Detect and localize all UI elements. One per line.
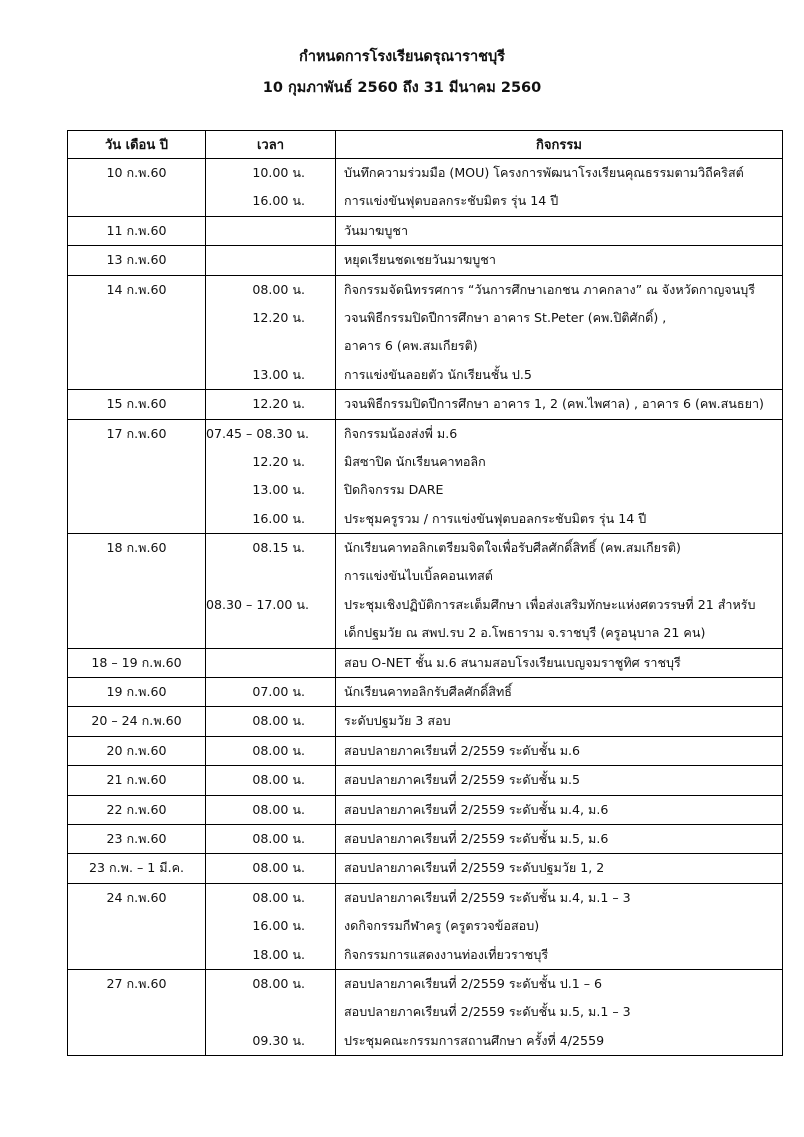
activity-text: ระดับปฐมวัย 3 สอบ: [344, 713, 451, 729]
time-text: [206, 998, 335, 1026]
date-cell: [68, 824, 206, 853]
activity-cell: [336, 736, 783, 765]
time-text: 08.00 น.: [252, 772, 305, 788]
table-row: [68, 275, 783, 390]
time-text: 12.20 น.: [252, 453, 305, 469]
time-text: [206, 246, 335, 274]
table-row: [68, 246, 783, 275]
time-text: 13.00 น.: [252, 482, 305, 498]
table-row: [68, 534, 783, 649]
header-date: วัน เดือน ปี: [68, 131, 206, 159]
document-subtitle: 10 กุมภาพันธ์ 2560 ถึง 31 มีนาคม 2560: [262, 80, 542, 96]
activity-cell: [336, 275, 783, 390]
date-cell: [68, 246, 206, 275]
date-cell: [68, 678, 206, 707]
date-text: 18 – 19 ก.พ.60: [91, 654, 182, 670]
date-cell: [68, 707, 206, 736]
activity-cell: [336, 854, 783, 883]
date-text: 18 ก.พ.60: [106, 540, 167, 556]
activity-text: ประชุมคณะกรรมการสถานศึกษา ครั้งที่ 4/2559: [344, 1032, 605, 1048]
activity-cell: [336, 883, 783, 969]
table-row: [68, 824, 783, 853]
header-activity: กิจกรรม: [336, 131, 783, 159]
date-text: 22 ก.พ.60: [106, 801, 167, 817]
activity-text: สอบปลายภาคเรียนที่ 2/2559 ระดับปฐมวัย 1, 2: [344, 860, 605, 876]
time-text: [206, 217, 335, 245]
activity-text: วันมาฆบูชา: [344, 222, 409, 238]
table-row: [68, 883, 783, 969]
activity-text: ประชุมครูรวม / การแข่งขันฟุตบอลกระชับมิตร รุ่น 14 ปี: [344, 510, 647, 526]
time-cell: [206, 390, 336, 419]
activity-text: สอบ O-NET ชั้น ม.6 สนามสอบโรงเรียนเบญจมราชูทิศ ราชบุรี: [344, 654, 681, 670]
date-cell: [68, 854, 206, 883]
time-cell: [206, 216, 336, 245]
date-cell: [68, 159, 206, 217]
date-text: 15 ก.พ.60: [106, 396, 167, 412]
date-cell: [68, 275, 206, 390]
activity-text: มิสซาปิด นักเรียนคาทอลิก: [344, 453, 486, 469]
date-cell: [68, 736, 206, 765]
table-row: [68, 736, 783, 765]
time-cell: [206, 854, 336, 883]
time-text: 08.00 น.: [252, 281, 305, 297]
date-text: 23 ก.พ.60: [106, 830, 167, 846]
time-text: [206, 649, 335, 677]
time-text: 08.30 – 17.00 น.: [206, 596, 310, 612]
activity-text: สอบปลายภาคเรียนที่ 2/2559 ระดับชั้น ม.5, ม.1 – 3: [344, 1004, 631, 1020]
time-cell: [206, 159, 336, 217]
date-text: 14 ก.พ.60: [106, 281, 167, 297]
time-cell: [206, 795, 336, 824]
table-row: [68, 216, 783, 245]
activity-cell: [336, 159, 783, 217]
date-text: 24 ก.พ.60: [106, 889, 167, 905]
time-text: 12.20 น.: [252, 309, 305, 325]
time-cell: [206, 736, 336, 765]
table-row: [68, 678, 783, 707]
date-cell: [68, 648, 206, 677]
activity-cell: [336, 648, 783, 677]
table-row: [68, 159, 783, 217]
header-time: เวลา: [206, 131, 336, 159]
table-row: [68, 766, 783, 795]
activity-text: วจนพิธีกรรมปิดปีการศึกษา อาคาร 1, 2 (คพ.ไพศาล) , อาคาร 6 (คพ.สนธยา): [344, 396, 764, 412]
table-body: [68, 159, 783, 1056]
activity-cell: [336, 246, 783, 275]
activity-text: กิจกรรมการแสดงงานท่องเที่ยวราชบุรี: [344, 946, 549, 962]
activity-text: วจนพิธีกรรมปิดปีการศึกษา อาคาร St.Peter (คพ.ปิติศักดิ์) ,: [344, 309, 667, 325]
activity-cell: [336, 216, 783, 245]
time-text: 16.00 น.: [252, 193, 305, 209]
activity-text: การแข่งขันไบเบิ้ลคอนเทสต์: [344, 568, 493, 584]
activity-text: เด็กปฐมวัย ณ สพป.รบ 2 อ.โพธาราม จ.ราชบุรี (ครูอนุบาล 21 คน): [344, 625, 706, 641]
activity-text: หยุดเรียนชดเชยวันมาฆบูชา: [344, 252, 496, 268]
date-cell: [68, 766, 206, 795]
time-cell: [206, 707, 336, 736]
activity-text: กิจกรรมน้องส่งพี่ ม.6: [344, 425, 458, 441]
date-cell: [68, 969, 206, 1055]
time-cell: [206, 969, 336, 1055]
date-cell: [68, 216, 206, 245]
time-cell: [206, 883, 336, 969]
time-text: 16.00 น.: [252, 918, 305, 934]
time-text: 08.15 น.: [252, 540, 305, 556]
date-text: 27 ก.พ.60: [106, 975, 167, 991]
activity-text: การแข่งขันลอยตัว นักเรียนชั้น ป.5: [344, 366, 532, 382]
date-text: 20 ก.พ.60: [106, 742, 167, 758]
activity-cell: [336, 969, 783, 1055]
activity-text: ประชุมเชิงปฏิบัติการสะเต็มศึกษา เพื่อส่งเสริมทักษะแห่งศตวรรษที่ 21 สำหรับ: [344, 596, 756, 612]
table-row: [68, 419, 783, 534]
time-text: 08.00 น.: [252, 975, 305, 991]
activity-text: สอบปลายภาคเรียนที่ 2/2559 ระดับชั้น ป.1 – 6: [344, 975, 603, 991]
activity-text: อาคาร 6 (คพ.สมเกียรติ): [344, 338, 478, 354]
time-text: 10.00 น.: [252, 165, 305, 180]
time-text: 12.20 น.: [252, 396, 305, 412]
date-cell: [68, 534, 206, 649]
time-text: 08.00 น.: [252, 830, 305, 846]
time-text: 13.00 น.: [252, 366, 305, 382]
time-text: 08.00 น.: [252, 801, 305, 817]
activity-text: สอบปลายภาคเรียนที่ 2/2559 ระดับชั้น ม.4, ม.6: [344, 801, 609, 817]
time-text: 08.00 น.: [252, 742, 305, 758]
table-row: [68, 969, 783, 1055]
activity-text: นักเรียนคาทอลิกเตรียมจิตใจเพื่อรับศีลศักดิ์สิทธิ์ (คพ.สมเกียรติ): [344, 540, 681, 556]
time-text: 09.30 น.: [252, 1032, 305, 1048]
date-text: 17 ก.พ.60: [106, 425, 167, 441]
activity-text: การแข่งขันฟุตบอลกระชับมิตร รุ่น 14 ปี: [344, 193, 559, 209]
time-text: 18.00 น.: [252, 946, 305, 962]
date-text: 10 ก.พ.60: [106, 165, 167, 180]
date-text: 21 ก.พ.60: [106, 772, 167, 788]
time-text: [206, 562, 335, 590]
activity-text: สอบปลายภาคเรียนที่ 2/2559 ระดับชั้น ม.5, ม.6: [344, 830, 609, 846]
time-cell: [206, 275, 336, 390]
activity-text: นักเรียนคาทอลิกรับศีลศักดิ์สิทธิ์: [344, 684, 512, 700]
time-cell: [206, 766, 336, 795]
date-cell: [68, 419, 206, 534]
activity-cell: [336, 795, 783, 824]
activity-text: บันทึกความร่วมมือ (MOU) โครงการพัฒนาโรงเรียนคุณธรรมตามวิถีคริสต์: [344, 165, 744, 180]
activity-text: สอบปลายภาคเรียนที่ 2/2559 ระดับชั้น ม.5: [344, 772, 581, 788]
document-title: กำหนดการโรงเรียนดรุณาราชบุรี: [299, 49, 505, 65]
time-text: 07.00 น.: [252, 684, 305, 700]
activity-cell: [336, 419, 783, 534]
date-cell: [68, 390, 206, 419]
date-text: 13 ก.พ.60: [106, 252, 167, 268]
time-text: 08.00 น.: [252, 713, 305, 729]
activity-text: กิจกรรมจัดนิทรรศการ “วันการศึกษาเอกชน ภาคกลาง” ณ จังหวัดกาญจนบุรี: [344, 281, 756, 297]
time-text: [206, 619, 335, 647]
table-row: [68, 854, 783, 883]
activity-cell: [336, 678, 783, 707]
table-row: [68, 390, 783, 419]
date-text: 11 ก.พ.60: [106, 222, 167, 238]
activity-cell: [336, 534, 783, 649]
time-cell: [206, 534, 336, 649]
time-cell: [206, 824, 336, 853]
activity-cell: [336, 824, 783, 853]
time-text: [206, 332, 335, 360]
activity-cell: [336, 707, 783, 736]
activity-text: ปิดกิจกรรม DARE: [344, 482, 444, 498]
date-cell: [68, 883, 206, 969]
time-cell: [206, 678, 336, 707]
time-text: 08.00 น.: [252, 889, 305, 905]
date-cell: [68, 795, 206, 824]
activity-text: สอบปลายภาคเรียนที่ 2/2559 ระดับชั้น ม.4, ม.1 – 3: [344, 889, 631, 905]
table-row: [68, 648, 783, 677]
date-text: 23 ก.พ. – 1 มี.ค.: [88, 860, 184, 876]
activity-cell: [336, 766, 783, 795]
time-text: 08.00 น.: [252, 860, 305, 876]
activity-cell: [336, 390, 783, 419]
table-row: [68, 795, 783, 824]
time-cell: [206, 419, 336, 534]
time-cell: [206, 648, 336, 677]
date-text: 19 ก.พ.60: [106, 684, 167, 700]
table-row: [68, 707, 783, 736]
time-text: 07.45 – 08.30 น.: [206, 425, 310, 441]
time-text: 16.00 น.: [252, 510, 305, 526]
table-header-row: [68, 131, 783, 159]
time-cell: [206, 246, 336, 275]
activity-text: งดกิจกรรมกีฬาครู (ครูตรวจข้อสอบ): [344, 918, 540, 934]
schedule-table: [67, 130, 783, 1056]
activity-text: สอบปลายภาคเรียนที่ 2/2559 ระดับชั้น ม.6: [344, 742, 581, 758]
date-text: 20 – 24 ก.พ.60: [91, 713, 182, 729]
